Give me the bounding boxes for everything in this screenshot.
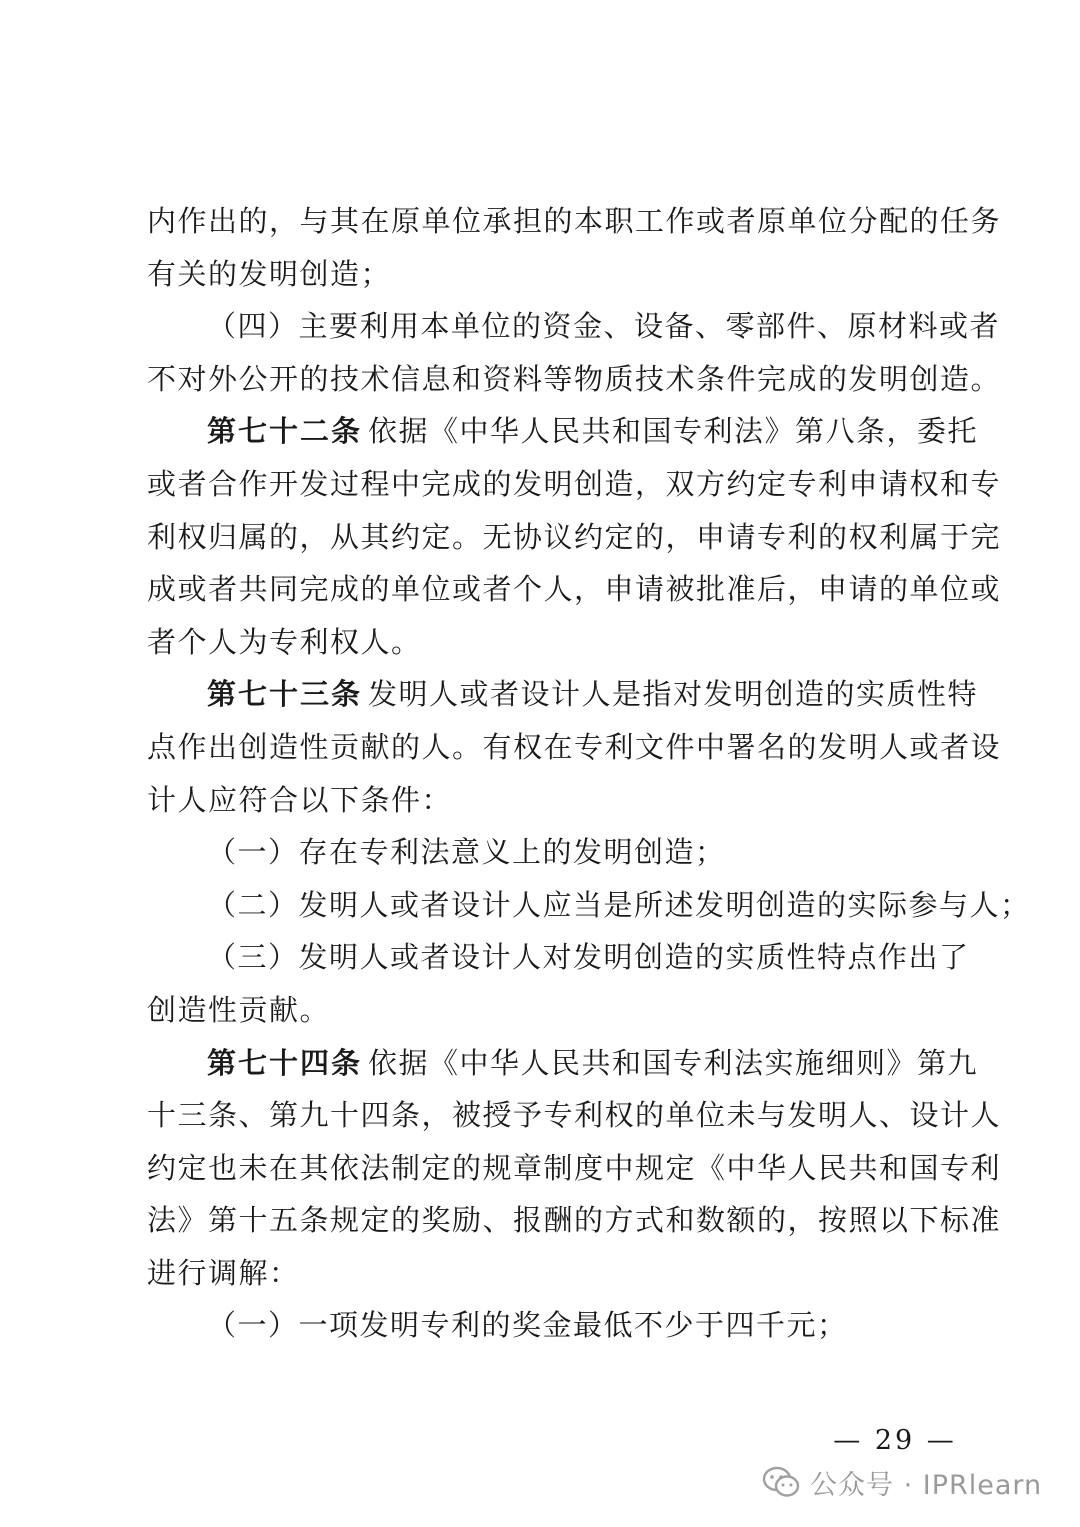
text-line <box>147 1089 1002 1142</box>
text-line <box>147 458 1002 511</box>
line-text: 不对外公开的技术信息和资料等物质技术条件完成的发明创造。 <box>147 361 1002 396</box>
text-line <box>147 668 979 721</box>
text-line <box>147 984 947 1037</box>
text-line <box>147 1299 947 1352</box>
text-line <box>147 353 1002 406</box>
text-line <box>147 616 947 669</box>
line-text: 依据《中华人民共和国专利法实施细则》第九 <box>368 1045 979 1080</box>
line-text: 约定也未在其依法制定的规章制度中规定《中华人民共和国专利 <box>147 1150 1002 1185</box>
article-heading: 第七十四条 <box>207 1045 363 1080</box>
text-line <box>147 1247 947 1300</box>
text-line <box>147 1037 979 1090</box>
text-line <box>147 563 1002 616</box>
article-heading: 第七十二条 <box>207 414 363 449</box>
text-line <box>147 511 1002 564</box>
line-text: 计人应符合以下条件： <box>147 782 453 817</box>
text-line <box>147 931 970 984</box>
line-text: 者个人为专利权人。 <box>147 624 422 659</box>
line-text: （一）一项发明专利的奖金最低不少于四千元； <box>207 1308 848 1343</box>
text-line <box>147 721 1002 774</box>
line-text: 法》第十五条规定的奖励、报酬的方式和数额的，按照以下标准 <box>147 1203 1002 1238</box>
line-text: 利权归属的，从其约定。无协议约定的，申请专利的权利属于完 <box>147 519 1002 554</box>
text-line <box>147 248 947 301</box>
text-line <box>147 405 979 458</box>
line-text: 发明人或者设计人是指对发明创造的实质性特 <box>368 677 979 712</box>
text-line <box>147 1142 1002 1195</box>
text-line <box>147 1194 1002 1247</box>
line-text: 创造性贡献。 <box>147 992 331 1027</box>
line-text: （二）发明人或者设计人应当是所述发明创造的实际参与人； <box>207 887 1031 922</box>
text-line <box>147 195 1002 248</box>
line-text: 点作出创造性贡献的人。有权在专利文件中署名的发明人或者设 <box>147 729 1002 764</box>
text-line <box>147 774 947 827</box>
text-line <box>147 826 947 879</box>
watermark <box>762 1463 1042 1502</box>
line-text: 内作出的，与其在原单位承担的本职工作或者原单位分配的任务 <box>147 204 1002 238</box>
line-text: （三）发明人或者设计人对发明创造的实质性特点作出了 <box>207 940 970 975</box>
line-text: 十三条、第九十四条，被授予专利权的单位未与发明人、设计人 <box>147 1098 1002 1133</box>
line-text: 或者合作开发过程中完成的发明创造，双方约定专利申请权和专 <box>147 466 1002 501</box>
line-text: （一）存在专利法意义上的发明创造； <box>207 835 726 870</box>
text-line <box>147 879 1031 932</box>
line-text: 依据《中华人民共和国专利法》第八条，委托 <box>368 414 979 449</box>
line-text: 进行调解： <box>147 1255 300 1290</box>
wechat-icon <box>762 1466 800 1500</box>
line-text: （四）主要利用本单位的资金、设备、零部件、原材料或者 <box>207 309 1001 344</box>
page-number: — 29 — <box>833 1425 957 1456</box>
watermark-text: 公众号 · IPRlearn <box>810 1470 1043 1501</box>
document-body <box>147 195 1031 1352</box>
text-line <box>147 300 1001 353</box>
article-heading: 第七十三条 <box>207 677 363 712</box>
line-text: 成或者共同完成的单位或者个人，申请被批准后，申请的单位或 <box>147 572 1002 607</box>
line-text: 有关的发明创造； <box>147 256 392 291</box>
